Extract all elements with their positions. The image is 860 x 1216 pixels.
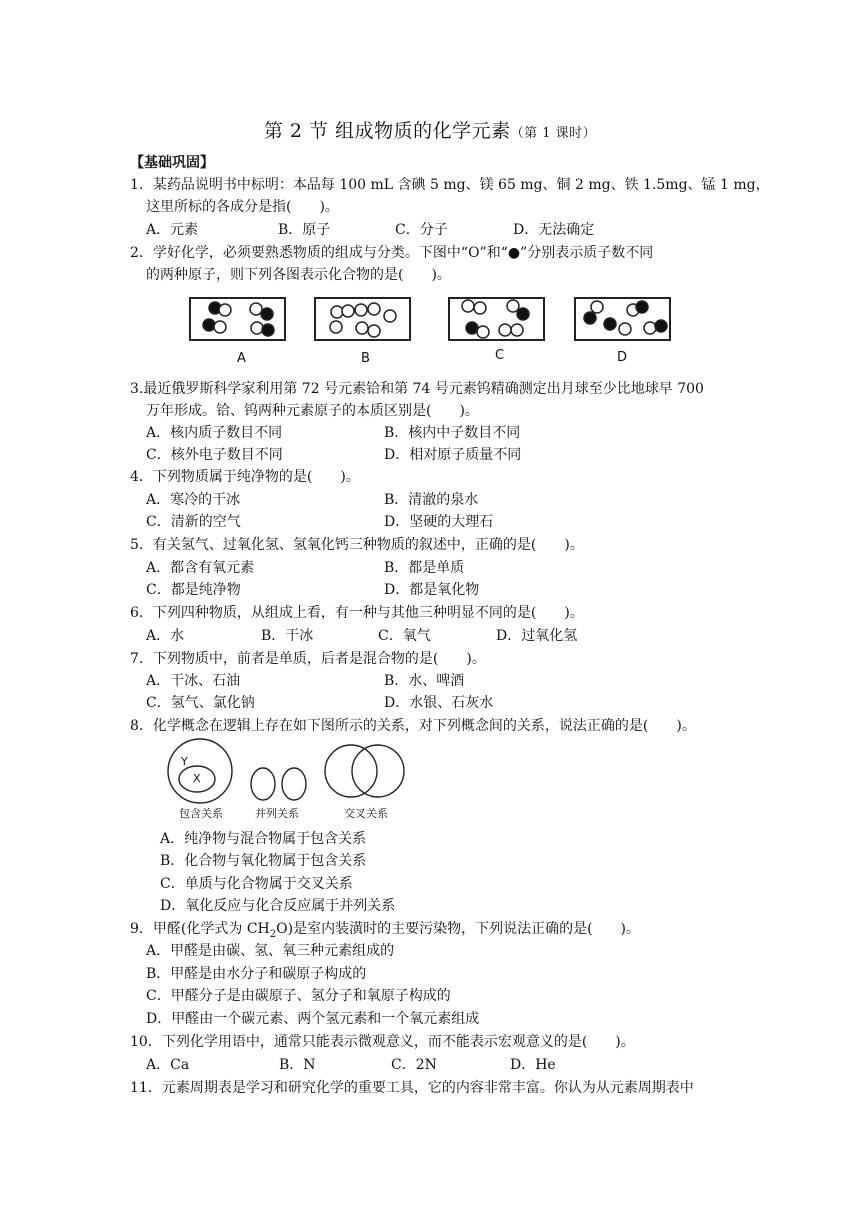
q7-option-a: A．干冰、石油 bbox=[146, 673, 241, 689]
q1-option-a: A．元素 bbox=[146, 222, 199, 238]
q4-option-a: A．寒冷的干冰 bbox=[146, 492, 241, 508]
q3-line1: 3.最近俄罗斯科学家利用第 72 号元素铪和第 74 号元素钨精确测定出月球至少比地球早 700 bbox=[130, 381, 704, 397]
q5-option-a: A．都含有氧元素 bbox=[146, 560, 255, 576]
q1-line2: 这里所标的各成分是指( )。 bbox=[146, 199, 339, 215]
q1-option-d: D．无法确定 bbox=[513, 222, 595, 238]
q4-option-c: C．清新的空气 bbox=[146, 514, 241, 530]
q8-option-b: B．化合物与氧化物属于包含关系 bbox=[160, 853, 367, 869]
q9-text-pre: 9．甲醛(化学式为 CH bbox=[130, 921, 270, 937]
q5-option-d: D．都是氧化物 bbox=[384, 582, 480, 598]
q7-option-b: B．水、啤酒 bbox=[384, 673, 465, 689]
title-main: 第 2 节 组成物质的化学元素 bbox=[263, 120, 511, 142]
q6-option-d: D．过氧化氢 bbox=[496, 628, 578, 644]
page-title bbox=[0, 116, 860, 143]
q2-label-d: D bbox=[617, 350, 628, 365]
q6-option-a: A．水 bbox=[146, 628, 185, 644]
q10-option-a: A．Ca bbox=[146, 1057, 190, 1073]
q3-option-d: D．相对原子质量不同 bbox=[384, 447, 522, 463]
circle-right bbox=[352, 745, 404, 797]
q10-option-d: D．He bbox=[510, 1057, 556, 1073]
title-sub: （第 1 课时） bbox=[510, 126, 597, 141]
q2-label-a: A bbox=[237, 351, 246, 366]
q4-option-d: D．坚硬的大理石 bbox=[384, 514, 494, 530]
circle-left bbox=[325, 745, 377, 797]
q6-option-c: C．氧气 bbox=[378, 628, 431, 644]
q8-label-contain: 包含关系 bbox=[179, 807, 223, 820]
atom-open bbox=[250, 303, 262, 315]
q2-label-c: C bbox=[495, 348, 505, 363]
q2-line2: 的两种原子，则下列各图表示化合物的是( )。 bbox=[146, 267, 451, 283]
q4-line1: 4．下列物质属于纯净物的是( )。 bbox=[130, 469, 360, 485]
atom-open bbox=[251, 322, 263, 334]
q3-line2: 万年形成。铪、钨两种元素原子的本质区别是( )。 bbox=[146, 403, 479, 419]
q5-option-c: C．都是纯净物 bbox=[146, 582, 241, 598]
q2-line1: 2．学好化学，必须要熟悉物质的组成与分类。下图中“O”和“●”分别表示质子数不同 bbox=[130, 245, 654, 261]
q8-relation-figure bbox=[162, 738, 414, 804]
atom-filled bbox=[261, 308, 273, 320]
q9-option-a: A．甲醛是由碳、氢、氧三种元素组成的 bbox=[146, 943, 395, 959]
q11-line1: 11．元素周期表是学习和研究化学的重要工具，它的内容非常丰富。你认为从元素周期表中 bbox=[130, 1080, 694, 1096]
q10-option-c: C．2N bbox=[391, 1057, 437, 1073]
q8-option-d: D．氧化反应与化合反应属于并列关系 bbox=[160, 898, 396, 914]
q2-label-b: B bbox=[361, 351, 370, 366]
q10-option-b: B．N bbox=[279, 1057, 316, 1073]
q3-option-c: C．核外电子数目不同 bbox=[146, 447, 283, 463]
q9-subscript: 2 bbox=[269, 928, 277, 940]
q8-label-x: X bbox=[193, 772, 201, 785]
q7-line1: 7．下列物质中，前者是单质，后者是混合物的是( )。 bbox=[130, 651, 486, 667]
ellipse-left bbox=[251, 768, 275, 800]
circle-y bbox=[168, 739, 232, 803]
q1-option-c: C．分子 bbox=[395, 222, 448, 238]
q5-line1: 5．有关氢气、过氧化氢、氢氧化钙三种物质的叙述中，正确的是( )。 bbox=[130, 537, 584, 553]
q7-option-d: D．水银、石灰水 bbox=[384, 695, 494, 711]
q8-label-parallel: 并列关系 bbox=[255, 807, 299, 820]
q8-option-a: A．纯净物与混合物属于包含关系 bbox=[160, 831, 367, 847]
q5-option-b: B．都是单质 bbox=[384, 560, 465, 576]
q1-option-b: B．原子 bbox=[278, 222, 331, 238]
atom-open bbox=[214, 321, 226, 333]
q10-line1: 10．下列化学用语中，通常只能表示微观意义，而不能表示宏观意义的是( )。 bbox=[130, 1034, 635, 1050]
q6-option-b: B．干冰 bbox=[261, 628, 314, 644]
q3-option-a: A．核内质子数目不同 bbox=[146, 425, 283, 441]
q1-line1: 1．某药品说明书中标明：本品每 100 mL 含碘 5 mg、镁 65 mg、铜 2 mg、铁 1.5mg、锰 1 mg， bbox=[130, 177, 770, 193]
q8-label-cross: 交叉关系 bbox=[344, 807, 388, 820]
q6-line1: 6．下列四种物质，从组成上看，有一种与其他三种明显不同的是( )。 bbox=[130, 605, 584, 621]
q9-text-post: O)是室内装潢时的主要污染物，下列说法正确的是( )。 bbox=[276, 921, 640, 937]
atom-filled bbox=[262, 324, 274, 336]
q8-line1: 8．化学概念在逻辑上存在如下图所示的关系，对下列概念间的关系，说法正确的是( )。 bbox=[130, 718, 696, 734]
q8-option-c: C．单质与化合物属于交叉关系 bbox=[160, 876, 353, 892]
q9-option-b: B．甲醛是由水分子和碳原子构成的 bbox=[146, 966, 367, 982]
q8-label-y: Y bbox=[181, 755, 188, 768]
ellipse-right bbox=[282, 768, 306, 800]
atom-filled bbox=[203, 319, 215, 331]
q3-option-b: B．核内中子数目不同 bbox=[384, 425, 521, 441]
atom-open bbox=[219, 304, 231, 316]
q9-option-c: C．甲醛分子是由碳原子、氢分子和氧原子构成的 bbox=[146, 988, 451, 1004]
q9-option-d: D．甲醛由一个碳元素、两个氢元素和一个氧元素组成 bbox=[146, 1011, 480, 1027]
q4-option-b: B．清澈的泉水 bbox=[384, 492, 479, 508]
q7-option-c: C．氢气、氯化钠 bbox=[146, 695, 255, 711]
section-label: 【基础巩固】 bbox=[130, 155, 214, 171]
